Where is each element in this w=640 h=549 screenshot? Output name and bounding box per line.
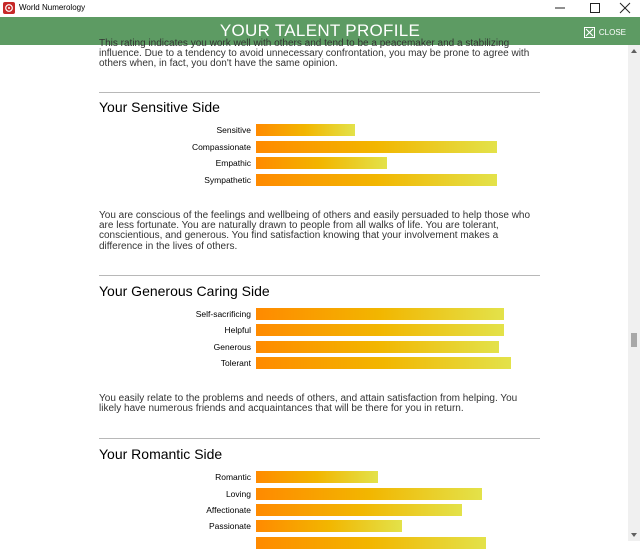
trait-label: Sensitive bbox=[216, 125, 251, 135]
trait-label: Passionate bbox=[208, 521, 251, 531]
trait-bar bbox=[256, 124, 355, 136]
section-description-generous: You easily relate to the problems and needs of others, and attain satisfaction from helping. You likely have numerous friends and acquaintances that will be there for you in return. bbox=[99, 393, 518, 415]
trait-label: Loving bbox=[225, 489, 251, 499]
section-divider bbox=[99, 438, 540, 439]
vertical-scrollbar[interactable] bbox=[628, 45, 640, 541]
trait-bar bbox=[256, 357, 511, 369]
section-title-generous: Your Generous Caring Side bbox=[99, 283, 270, 299]
minimize-button[interactable] bbox=[545, 0, 575, 16]
intro-text: This rating indicates you work well with others and tend to be a peacemaker and a stabilizing influence. Due to a tendency to avoid unnecessary confrontation, you may be prone to agree with others when, in fact, you don't have the same opinion. bbox=[99, 38, 530, 70]
trait-bar bbox=[256, 504, 462, 516]
trait-bar bbox=[256, 324, 504, 336]
trait-label: Self-sacrificing bbox=[195, 309, 251, 319]
trait-bar bbox=[256, 308, 504, 320]
maximize-button[interactable] bbox=[580, 0, 610, 16]
trait-bar-partial bbox=[256, 537, 486, 549]
trait-label: Sympathetic bbox=[204, 175, 251, 185]
section-title-romantic: Your Romantic Side bbox=[99, 446, 223, 462]
trait-label: Empathic bbox=[215, 158, 251, 168]
trait-label: Helpful bbox=[224, 325, 251, 335]
window-titlebar bbox=[0, 0, 640, 16]
section-divider bbox=[99, 92, 540, 93]
trait-label: Affectionate bbox=[206, 505, 251, 515]
trait-label: Romantic bbox=[215, 472, 251, 482]
close-label: CLOSE bbox=[598, 27, 626, 37]
trait-bar bbox=[256, 174, 497, 186]
trait-bar bbox=[256, 341, 499, 353]
trait-bar bbox=[256, 488, 482, 500]
window-close-button[interactable] bbox=[610, 0, 640, 16]
scroll-up-icon[interactable] bbox=[630, 47, 638, 55]
profile-content[interactable] bbox=[0, 38, 628, 541]
app-logo-icon bbox=[3, 2, 15, 14]
trait-label: Tolerant bbox=[220, 358, 251, 368]
scrollbar-thumb[interactable] bbox=[631, 333, 637, 347]
section-title-sensitive: Your Sensitive Side bbox=[99, 99, 220, 115]
section-description-sensitive: You are conscious of the feelings and wellbeing of others and easily persuaded to help those who are less fortunate. You are naturally drawn to people from all walks of life. You are tolerant, conscientious, and generous. You find satisfaction knowing that your involvement makes a difference in the lives of others. bbox=[99, 210, 531, 252]
close-box-icon bbox=[584, 27, 595, 38]
page-title: YOUR TALENT PROFILE bbox=[219, 21, 421, 40]
trait-bar bbox=[256, 141, 497, 153]
scroll-down-icon[interactable] bbox=[630, 531, 638, 539]
trait-label: Generous bbox=[213, 342, 251, 352]
close-button[interactable] bbox=[584, 26, 626, 38]
section-divider bbox=[99, 275, 540, 276]
trait-label: Compassionate bbox=[191, 142, 251, 152]
trait-bar bbox=[256, 157, 387, 169]
trait-bar bbox=[256, 471, 378, 483]
maximize-icon bbox=[590, 3, 600, 13]
trait-bar bbox=[256, 520, 402, 532]
minimize-icon bbox=[555, 3, 565, 13]
close-icon bbox=[620, 3, 630, 13]
window-title: World Numerology bbox=[19, 3, 86, 12]
